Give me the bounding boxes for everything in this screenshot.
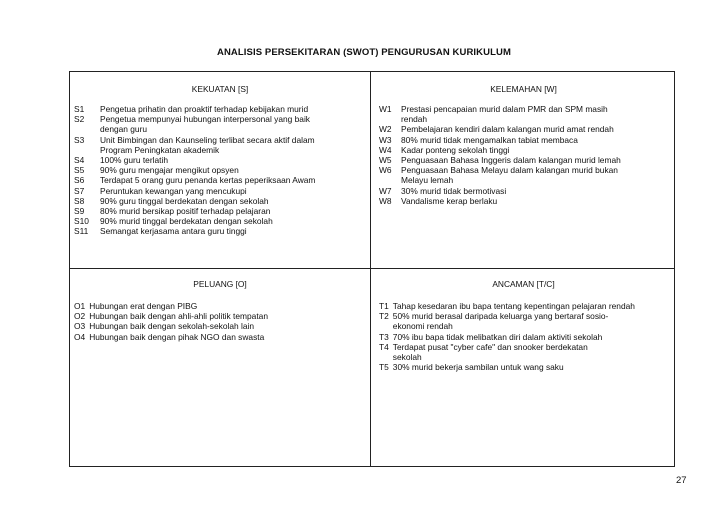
list-item xyxy=(74,311,366,321)
item-code: O2 xyxy=(74,311,86,322)
list-item xyxy=(74,155,366,165)
list-item xyxy=(379,124,673,134)
item-code: W6 xyxy=(379,165,392,176)
opportunities-cell xyxy=(70,269,370,468)
threats-heading: ANCAMAN [T/C] xyxy=(492,279,555,289)
item-code: S10 xyxy=(74,216,89,227)
list-item xyxy=(74,186,366,196)
item-code: T3 xyxy=(379,331,389,342)
item-text: Prestasi pencapaian murid dalam PMR dan SPM masih rendah xyxy=(401,104,608,125)
item-text: 90% guru tinggal berdekatan dengan sekolah xyxy=(100,195,269,206)
item-code: O4 xyxy=(74,331,86,342)
list-item xyxy=(379,145,673,155)
item-code: S3 xyxy=(74,134,85,145)
page-number: 27 xyxy=(676,475,687,486)
strengths-cell xyxy=(70,72,370,268)
list-item xyxy=(74,206,366,216)
item-code: O3 xyxy=(74,321,86,332)
item-code: S5 xyxy=(74,165,85,176)
list-item xyxy=(74,301,366,311)
item-code: T1 xyxy=(379,301,389,311)
item-code: S8 xyxy=(74,195,85,206)
item-text: 90% murid tinggal berdekatan dengan sekolah xyxy=(100,216,273,227)
item-text: Pengetua mempunyai hubungan interpersonal yang baik dengan guru xyxy=(100,114,310,135)
item-text: Unit Bimbingan dan Kaunseling terlibat secara aktif dalam Program Peningkatan akademik xyxy=(100,134,315,155)
item-code: S4 xyxy=(74,155,85,166)
item-code: W3 xyxy=(379,134,392,145)
list-item xyxy=(74,216,366,226)
item-text: 70% ibu bapa tidak melibatkan diri dalam aktiviti sekolah xyxy=(392,331,603,342)
item-code: S2 xyxy=(74,114,85,125)
list-item xyxy=(74,165,366,175)
item-text: Pengetua prihatin dan proaktif terhadap kebijakan murid xyxy=(100,104,309,114)
item-code: W1 xyxy=(379,104,392,114)
item-code: S7 xyxy=(74,185,85,196)
list-item xyxy=(74,104,366,114)
strengths-heading: KEKUATAN [S] xyxy=(191,84,249,94)
strengths-list xyxy=(74,104,366,237)
item-code: W7 xyxy=(379,185,392,196)
list-item xyxy=(379,332,673,342)
item-text: Peruntukan kewangan yang mencukupi xyxy=(100,185,247,196)
item-text: 50% murid berasal daripada keluarga yang bertaraf sosio- ekonomi rendah xyxy=(392,311,609,332)
item-text: 80% murid tidak mengamalkan tabiat membaca xyxy=(401,134,578,145)
item-code: S1 xyxy=(74,104,85,114)
item-text: Vandalisme kerap berlaku xyxy=(401,195,498,206)
list-item xyxy=(379,342,673,362)
weaknesses-heading: KELEMAHAN [W] xyxy=(490,84,557,94)
item-text: 90% guru mengajar mengikut opsyen xyxy=(100,165,239,176)
item-text: 30% murid bekerja sambilan untuk wang saku xyxy=(392,362,564,373)
threats-list xyxy=(379,301,673,372)
list-item xyxy=(379,135,673,145)
item-code: T5 xyxy=(379,362,389,373)
item-text: Pembelajaran kendiri dalam kalangan murid amat rendah xyxy=(401,124,614,135)
list-item xyxy=(74,196,366,206)
list-item xyxy=(379,165,673,185)
item-text: Terdapat pusat "cyber cafe" dan snooker berdekatan sekolah xyxy=(392,341,588,363)
item-text: Semangat kerjasama antara guru tinggi xyxy=(100,226,247,237)
swot-table xyxy=(69,71,675,467)
list-item xyxy=(74,226,366,236)
list-item xyxy=(74,332,366,342)
item-code: W4 xyxy=(379,144,392,155)
opportunities-heading: PELUANG [O] xyxy=(193,279,247,289)
item-code: T2 xyxy=(379,311,389,322)
item-code: W8 xyxy=(379,195,392,206)
list-item xyxy=(74,114,366,134)
item-text: Penguasaan Bahasa Inggeris dalam kalangan murid lemah xyxy=(401,155,621,166)
item-code: S6 xyxy=(74,175,85,186)
list-item xyxy=(74,321,366,331)
item-text: Hubungan baik dengan ahli-ahli politik tempatan xyxy=(89,311,268,322)
item-text: 80% murid bersikap positif terhadap pelajaran xyxy=(100,206,271,217)
weaknesses-cell xyxy=(371,72,676,268)
list-item xyxy=(379,311,673,331)
item-text: 30% murid tidak bermotivasi xyxy=(401,185,507,196)
item-text: Terdapat 5 orang guru penanda kertas peperiksaan Awam xyxy=(100,175,316,186)
item-text: Hubungan erat dengan PIBG xyxy=(89,301,198,311)
item-text: Hubungan baik dengan pihak NGO dan swasta xyxy=(89,331,265,342)
weaknesses-list xyxy=(379,104,673,206)
item-text: Hubungan baik dengan sekolah-sekolah lain xyxy=(89,321,255,332)
item-text: Kadar ponteng sekolah tinggi xyxy=(401,144,510,155)
list-item xyxy=(74,135,366,155)
item-text: 100% guru terlatih xyxy=(100,155,168,166)
list-item xyxy=(379,301,673,311)
opportunities-list xyxy=(74,301,366,342)
list-item xyxy=(379,104,673,124)
item-text: Penguasaan Bahasa Melayu dalam kalangan murid bukan Melayu lemah xyxy=(401,165,618,186)
item-code: S11 xyxy=(74,226,89,237)
item-text: Tahap kesedaran ibu bapa tentang kepentingan pelajaran rendah xyxy=(392,301,635,311)
list-item xyxy=(379,196,673,206)
list-item xyxy=(379,362,673,372)
list-item xyxy=(379,186,673,196)
item-code: W2 xyxy=(379,124,392,135)
list-item xyxy=(74,175,366,185)
item-code: W5 xyxy=(379,155,392,166)
item-code: O1 xyxy=(74,301,86,311)
item-code: S9 xyxy=(74,206,85,217)
item-code: T4 xyxy=(379,341,389,352)
list-item xyxy=(379,155,673,165)
document-title: ANALISIS PERSEKITARAN (SWOT) PENGURUSAN KURIKULUM xyxy=(217,47,511,58)
threats-cell xyxy=(371,269,676,468)
